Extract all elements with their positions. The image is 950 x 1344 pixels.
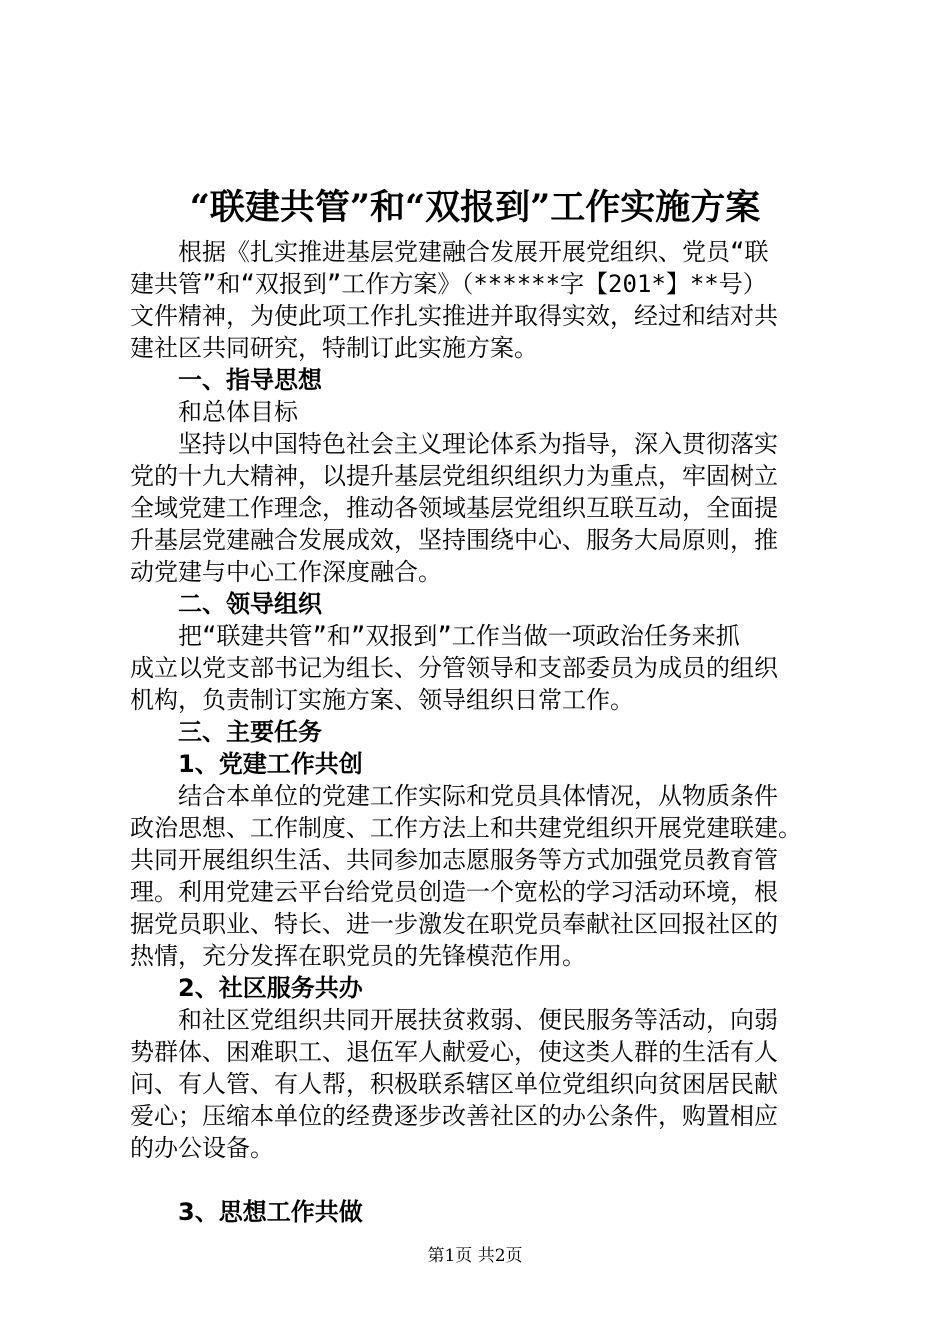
paragraph-line: 爱心；压缩本单位的经费逐步改善社区的办公条件，购置相应 xyxy=(130,1102,778,1130)
paragraph-line: 坚持以中国特色社会主义理论体系为指导，深入贯彻落实 xyxy=(178,430,778,458)
section-heading: 1、党建工作共创 xyxy=(178,750,363,778)
paragraph-line: 把“联建共管”和”双报到”工作当做一项政治任务来抓 xyxy=(178,622,740,650)
paragraph-line: 热情，充分发挥在职党员的先锋模范作用。 xyxy=(130,942,586,970)
paragraph-line: 党的十九大精神，以提升基层党组织组织力为重点，牢固树立 xyxy=(130,462,778,490)
paragraph-line: 和社区党组织共同开展扶贫救弱、便民服务等活动，向弱 xyxy=(178,1006,778,1034)
document-title: “联建共管”和“双报到”工作实施方案 xyxy=(189,187,761,228)
paragraph-line: 动党建与中心工作深度融合。 xyxy=(130,558,442,586)
paragraph-line: 共同开展组织生活、共同参加志愿服务等方式加强党员教育管 xyxy=(130,846,778,874)
paragraph-line: 据党员职业、特长、进一步激发在职党员奉献社区回报社区的 xyxy=(130,910,778,938)
section-heading: 二、领导组织 xyxy=(178,590,322,618)
paragraph-line: 势群体、困难职工、退伍军人献爱心，使这类人群的生活有人 xyxy=(130,1038,778,1066)
section-heading: 2、社区服务共办 xyxy=(178,974,363,1002)
paragraph-line: 结合本单位的党建工作实际和党员具体情况，从物质条件 xyxy=(178,782,778,810)
document-body xyxy=(130,236,830,1228)
paragraph-line: 和总体目标 xyxy=(178,398,298,426)
section-heading: 三、主要任务 xyxy=(178,718,322,746)
paragraph-line: 成立以党支部书记为组长、分管领导和支部委员为成员的组织 xyxy=(130,654,778,682)
section-heading: 3、思想工作共做 xyxy=(178,1198,363,1226)
paragraph-line: 升基层党建融合发展成效，坚持围绕中心、服务大局原则，推 xyxy=(130,526,778,554)
paragraph-line: 根据《扎实推进基层党建融合发展开展党组织、党员“联 xyxy=(178,238,769,266)
section-heading: 一、指导思想 xyxy=(178,366,322,394)
paragraph-line xyxy=(130,1164,830,1196)
paragraph-line: 问、有人管、有人帮，积极联系辖区单位党组织向贫困居民献 xyxy=(130,1070,778,1098)
paragraph-line: 政治思想、工作制度、工作方法上和共建党组织开展党建联建。 xyxy=(130,814,802,842)
paragraph-line: 建社区共同研究，特制订此实施方案。 xyxy=(130,334,538,362)
paragraph-line: 文件精神，为使此项工作扎实推进并取得实效，经过和结对共 xyxy=(130,302,778,330)
paragraph-line: 理。利用党建云平台给党员创造一个宽松的学习活动环境，根 xyxy=(130,878,778,906)
paragraph-line: 建共管”和“双报到”工作方案》（******字【201*】**号） xyxy=(130,270,767,298)
paragraph-line: 的办公设备。 xyxy=(130,1134,274,1162)
page-footer: 第1页 共2页 xyxy=(427,1246,523,1266)
paragraph-line: 全域党建工作理念，推动各领域基层党组织互联互动，全面提 xyxy=(130,494,778,522)
paragraph-line: 机构，负责制订实施方案、领导组织日常工作。 xyxy=(130,686,634,714)
